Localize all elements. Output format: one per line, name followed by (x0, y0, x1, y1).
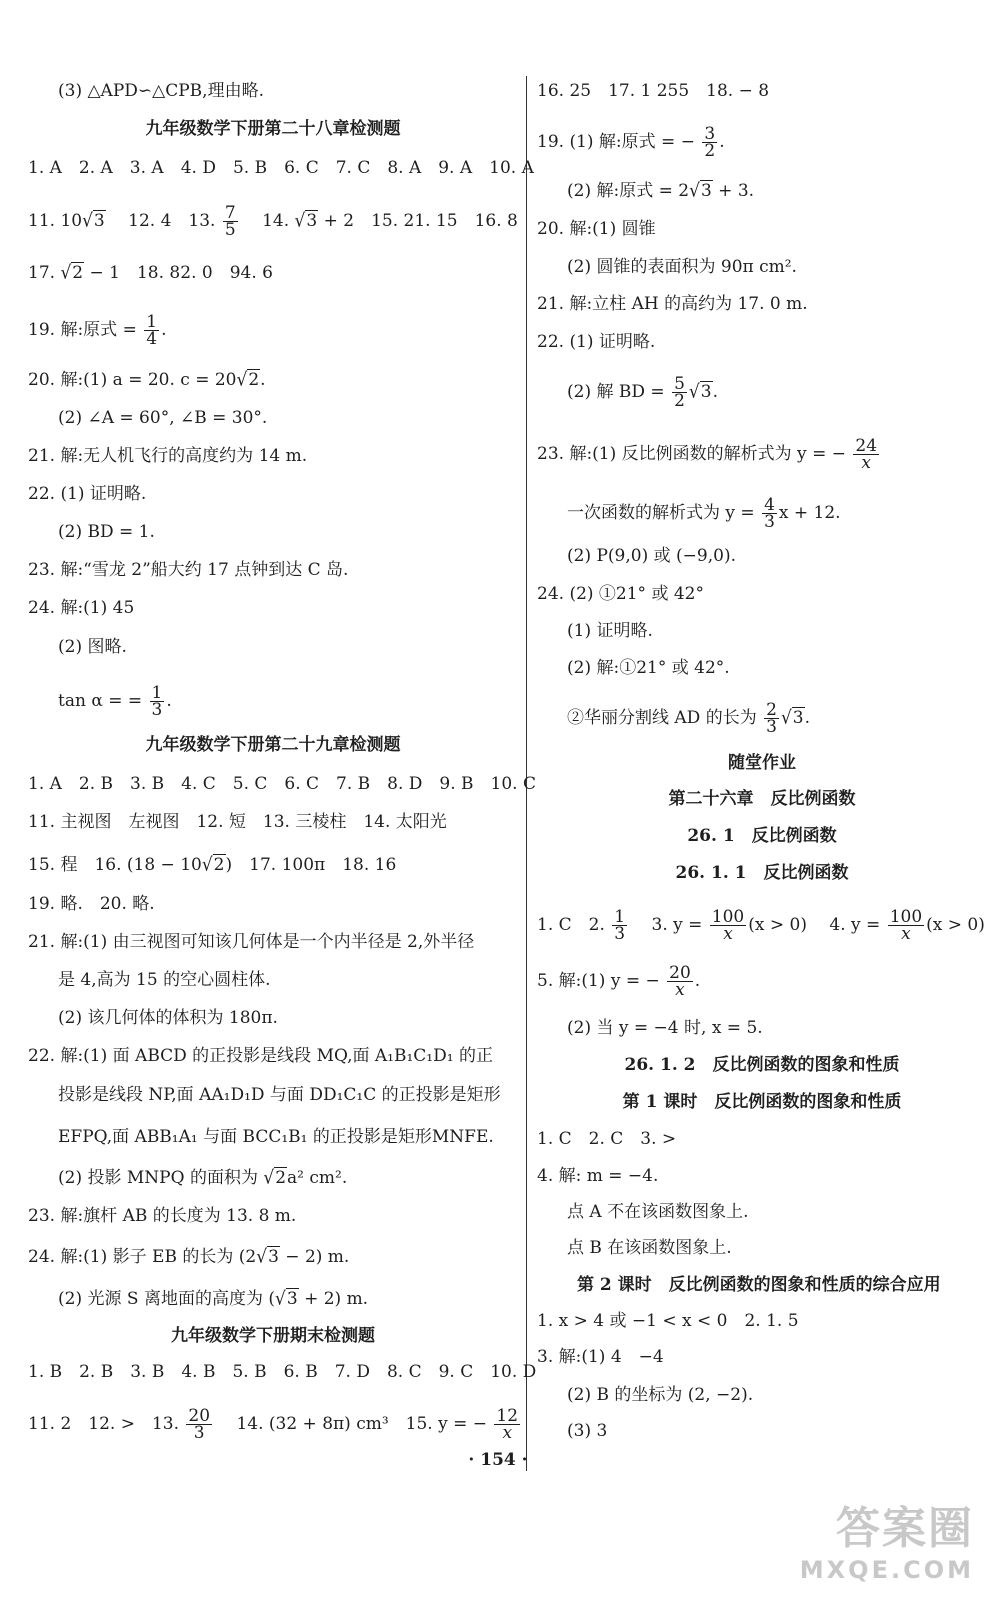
answer-text: (2) 解:原式 = 2 (567, 181, 690, 201)
answer-line: EFPQ,面 ABB₁A₁ 与面 BCC₁B₁ 的正投影是矩形MNFE. (58, 1127, 494, 1147)
answer-line: 11. 主视图 左视图 12. 短 13. 三棱柱 14. 太阳光 (28, 812, 447, 832)
answer-text: (x > 0) (926, 915, 985, 935)
sqrt: √3 (256, 1246, 279, 1268)
denominator: x (861, 453, 871, 473)
sqrt-arg: 3 (306, 211, 318, 231)
answer-line: 点 A 不在该函数图象上. (567, 1202, 749, 1222)
answer-line (28, 262, 273, 284)
answer-line: (2) BD = 1. (58, 522, 155, 542)
answer-line: 21. 解:立柱 AH 的高约为 17. 0 m. (537, 294, 808, 314)
answer-line: 22. (1) 证明略. (537, 332, 656, 352)
answer-text: 17. (28, 263, 56, 283)
fraction (762, 497, 777, 530)
denominator: x (502, 1423, 513, 1443)
answer-text: 11. 10 (28, 211, 83, 231)
sqrt-arg: 2 (213, 855, 225, 875)
fraction (223, 205, 238, 238)
answer-line: tan α = = $\frac{1}{3}$ . (58, 683, 172, 720)
numerator: 7 (224, 203, 236, 223)
answer-line: (2) 图略. (58, 637, 127, 657)
answer-line (537, 180, 754, 202)
denominator: 3 (193, 1423, 205, 1443)
denominator: 2 (674, 391, 685, 411)
fraction (494, 1408, 520, 1441)
sqrt: √3 (82, 210, 105, 232)
answer-text: + 3. (718, 181, 755, 201)
numerator: 4 (764, 495, 775, 515)
answer-line: 22. 解:(1) 面 ABCD 的正投影是线段 MQ,面 A₁B₁C₁D₁ 的正 (28, 1046, 493, 1066)
answer-line: 投影是线段 NP,面 AA₁D₁D 与面 DD₁C₁C 的正投影是矩形 (58, 1085, 501, 1105)
answer-text: (2) 解 BD = (567, 382, 665, 402)
denominator: 2 (704, 141, 716, 161)
fraction (672, 376, 687, 409)
answer-text: + 2 15. 21. 15 16. 8 (323, 211, 518, 231)
answer-line (537, 438, 881, 471)
answer-line: 1. A 2. B 3. B 4. C 5. C 6. C 7. B 8. D 9. B 10. C (28, 774, 536, 794)
fraction (144, 314, 159, 347)
answer-line: (2) 解:①21° 或 42°. (567, 658, 730, 678)
fraction (150, 685, 165, 718)
answer-text: 15. 程 16. (18 − 10 (28, 855, 202, 875)
denominator: 3 (614, 924, 626, 944)
watermark (800, 1492, 974, 1584)
answer-line: (2) 该几何体的体积为 180π. (58, 1008, 278, 1028)
answer-text: 4. y = (829, 915, 881, 935)
section-heading: 第二十六章 反比例函数 (668, 789, 856, 809)
denominator: 4 (146, 329, 158, 349)
denominator: x (901, 924, 911, 944)
section-heading: 26. 1 反比例函数 (687, 826, 837, 846)
page-number: · 154 · (468, 1450, 528, 1470)
fraction (888, 909, 924, 942)
answer-line (28, 205, 518, 238)
answer-text: 3. y = (651, 915, 703, 935)
answer-text: a² cm². (287, 1168, 348, 1188)
answer-line: 20. 解:(1) 圆锥 (537, 219, 656, 239)
answer-line: 1. B 2. B 3. B 4. B 5. B 6. B 7. D 8. C 9. C 10. D (28, 1362, 537, 1382)
answer-line: 20. 解:(1) a = 20. c = 20√2. (28, 369, 266, 391)
fraction (710, 909, 746, 942)
answer-line: 5. 解:(1) y = − $\frac{20}{x}$ . (537, 963, 701, 1000)
answer-text: 14. (262, 211, 290, 231)
numerator: 20 (669, 963, 691, 983)
numerator: 100 (711, 907, 745, 927)
answer-line: 4. 解: m = −4. (537, 1166, 659, 1186)
answer-line: 21. 解:(1) 由三视图可知该几何体是一个内半径是 2,外半径 (28, 932, 475, 952)
answer-line (28, 1288, 368, 1310)
answer-line: 点 B 在该函数图象上. (567, 1238, 732, 1258)
fraction (186, 1408, 212, 1441)
answer-line: (2) 解 BD = $\frac{5}{2}$ √3. (567, 374, 718, 411)
answer-line: (2) B 的坐标为 (2, −2). (567, 1385, 754, 1405)
watermark-url: MXQE.COM (799, 1556, 974, 1584)
answer-text: 14. (32 + 8π) cm³ 15. y = − (236, 1414, 488, 1434)
sqrt-arg: 2 (248, 370, 260, 390)
answer-line: 22. (1) 证明略. (28, 484, 147, 504)
numerator: 1 (151, 683, 163, 703)
numerator: 5 (674, 374, 685, 394)
answer-line (537, 909, 985, 942)
sqrt: √2 (236, 369, 260, 391)
answer-text: x + 12. (778, 503, 841, 523)
answer-line: (2) P(9,0) 或 (−9,0). (567, 546, 736, 566)
answer-text: (2) 投影 MNPQ 的面积为 (58, 1168, 258, 1188)
answer-text: 19. 解:原式 = (28, 320, 137, 340)
answer-text: (x > 0) (748, 915, 807, 935)
answer-text: 24. 解:(1) 影子 EB 的长为 (2 (28, 1247, 257, 1267)
answer-text: 23. 解:(1) 反比例函数的解析式为 y = − (537, 444, 846, 464)
answer-line: (2) 圆锥的表面积为 90π cm². (567, 257, 797, 277)
answer-line: 19. (1) 解:原式 = − $\frac{3}{2}$ . (537, 124, 725, 161)
section-heading: 九年级数学下册第二十八章检测题 (145, 119, 401, 139)
numerator: 24 (855, 436, 878, 456)
answer-text: 11. 2 12. > 13. (28, 1414, 179, 1434)
section-heading: 26. 1. 1 反比例函数 (675, 863, 849, 883)
answer-line: 21. 解:无人机飞行的高度约为 14 m. (28, 446, 308, 466)
sqrt-arg: 3 (286, 1289, 298, 1309)
section-heading: 九年级数学下册第二十九章检测题 (145, 735, 401, 755)
sqrt-arg: 3 (93, 211, 105, 231)
fraction (853, 438, 879, 471)
answer-text: 1. C 2. (537, 915, 605, 935)
answer-text: + 2) m. (304, 1289, 369, 1309)
answer-text: 12. 4 13. (128, 211, 216, 231)
fraction (764, 702, 779, 735)
numerator: 2 (766, 700, 777, 720)
answer-line: 1. A 2. A 3. A 4. D 5. B 6. C 7. C 8. A 9. A 10. A (28, 158, 534, 178)
answer-line: (2) ∠A = 60°, ∠B = 30°. (58, 408, 268, 428)
sqrt: √3 (294, 210, 318, 232)
sqrt-arg: 2 (72, 263, 84, 283)
denominator: 3 (151, 700, 163, 720)
answer-text: 19. (1) 解:原式 = − (537, 132, 695, 152)
answer-line: 3. 解:(1) 4 −4 (537, 1347, 664, 1367)
answer-line: 24. 解:(1) 45 (28, 598, 135, 618)
sqrt: √3 (689, 180, 712, 202)
answer-line: 23. 解:旗杆 AB 的长度为 13. 8 m. (28, 1206, 297, 1226)
sqrt: √3 (780, 707, 804, 729)
denominator: x (723, 924, 733, 944)
answer-text: tan α = = (58, 691, 143, 711)
sqrt-arg: 3 (792, 708, 804, 728)
answer-line: 是 4,高为 15 的空心圆柱体. (58, 970, 271, 990)
denominator: 3 (764, 512, 775, 532)
sqrt: √2 (60, 262, 84, 284)
answer-text: (2) 光源 S 离地面的高度为 ( (58, 1289, 275, 1309)
answer-line: (2) 当 y = −4 时, x = 5. (567, 1018, 763, 1038)
sqrt-arg: 3 (700, 181, 712, 201)
section-heading: 第 1 课时 反比例函数的图象和性质 (622, 1092, 902, 1112)
denominator: x (675, 980, 685, 1000)
fraction (702, 126, 717, 159)
section-heading: 九年级数学下册期末检测题 (171, 1326, 375, 1346)
numerator: 1 (614, 907, 626, 927)
answer-text: ②华丽分割线 AD 的长为 (567, 708, 757, 728)
sqrt-arg: 2 (275, 1168, 287, 1188)
section-heading: 26. 1. 2 反比例函数的图象和性质 (624, 1055, 900, 1075)
answer-line: (3) △APD∽△CPB,理由略. (58, 81, 264, 101)
numerator: 12 (496, 1406, 519, 1426)
section-heading: 随堂作业 (728, 753, 796, 773)
denominator: 3 (766, 717, 777, 737)
answer-line: ②华丽分割线 AD 的长为 $\frac{2}{3}$ √3. (567, 700, 811, 737)
numerator: 100 (889, 907, 923, 927)
fraction (612, 909, 627, 942)
answer-text: − 2) m. (285, 1247, 350, 1267)
sqrt: √3 (688, 381, 712, 403)
answer-line (28, 1246, 349, 1268)
answer-line: 16. 25 17. 1 255 18. − 8 (537, 81, 770, 101)
numerator: 1 (146, 312, 158, 332)
answer-text: 20. 解:(1) a = 20. c = 20 (28, 370, 237, 390)
section-heading: 第 2 课时 反比例函数的图象和性质的综合应用 (577, 1275, 941, 1295)
sqrt: √3 (274, 1288, 298, 1310)
answer-line: 19. 解:原式 = $\frac{1}{4}$ . (28, 312, 167, 349)
fraction (667, 965, 693, 998)
answer-line (28, 854, 396, 876)
answer-line: (3) 3 (567, 1421, 608, 1441)
answer-text: 一次函数的解析式为 y = (567, 503, 755, 523)
sqrt-arg: 3 (700, 382, 712, 402)
answer-text: − 1 18. 82. 0 94. 6 (89, 263, 273, 283)
numerator: 20 (188, 1406, 211, 1426)
sqrt: √2 (201, 854, 225, 876)
answer-line: (1) 证明略. (567, 621, 653, 641)
watermark-logo: 答案圈 (836, 1503, 974, 1554)
sqrt: √2 (263, 1167, 287, 1189)
answer-line: 23. 解:“雪龙 2”船大约 17 点钟到达 C 岛. (28, 560, 349, 580)
numerator: 3 (704, 124, 716, 144)
answer-text: ) 17. 100π 18. 16 (225, 855, 397, 875)
answer-line (28, 1408, 522, 1441)
answer-line: 24. (2) ①21° 或 42° (537, 584, 704, 604)
sqrt-arg: 3 (268, 1247, 279, 1267)
answer-text: 5. 解:(1) y = − (537, 971, 660, 991)
answer-line (28, 1167, 347, 1189)
answer-line (537, 497, 841, 530)
answer-line: 19. 略. 20. 略. (28, 894, 155, 914)
answer-line: 1. x > 4 或 −1 < x < 0 2. 1. 5 (537, 1311, 799, 1331)
denominator: 5 (224, 220, 236, 240)
answer-line: 1. C 2. C 3. > (537, 1129, 677, 1149)
